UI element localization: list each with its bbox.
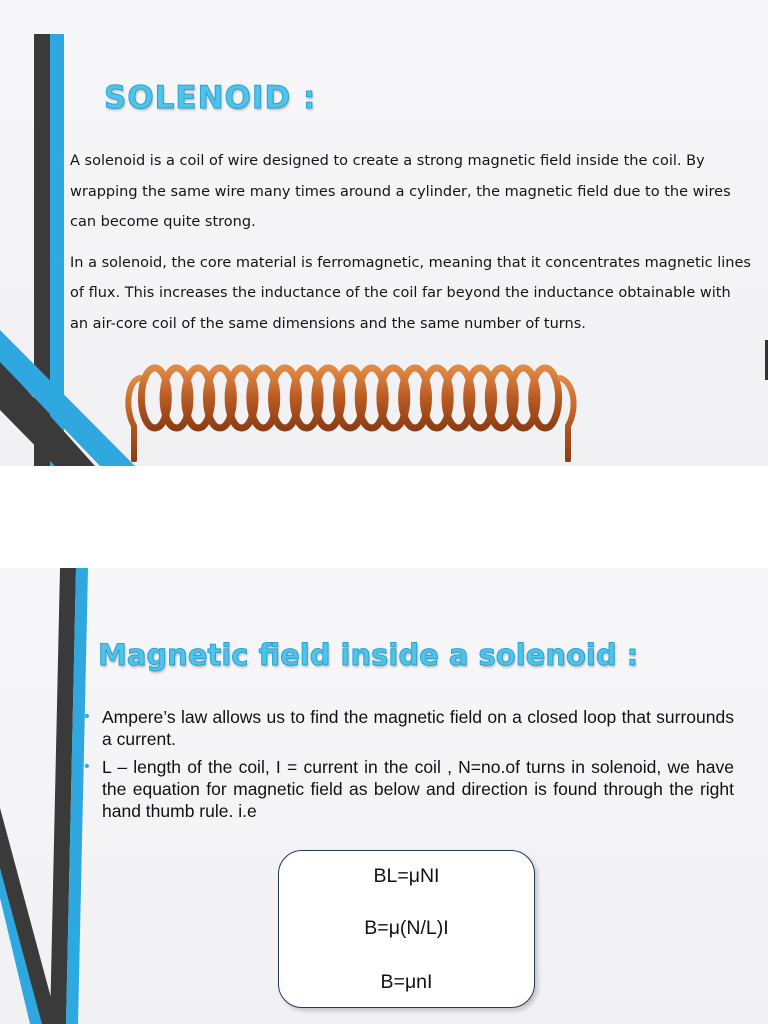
slide-title: SOLENOID : [104,80,317,116]
bullet-text: In a solenoid, the core material is ferromagnetic, meaning that it concentrates magnetic lines of flux. This increases the inductance of the coil far beyond the inductance obtainable with an air-core coil of the same dimensions and the same number of turns. [70,254,751,332]
bullet-text: A solenoid is a coil of wire designed to create a strong magnetic field inside the coil. By wrapping the same wire many times around a cylinder, the magnetic field due to the wires can become quite strong. [70,153,731,230]
equation: BL=μNI [373,865,440,887]
slide-magnetic-field [0,568,768,1024]
copper-coil-icon [120,338,590,462]
bullet-text: L – length of the coil, I = current in the coil , N=no.of turns in solenoid, we have the equation for magnetic field as below and direction is found through the right hand thumb rule. i.e [102,757,734,821]
equation: B=μnI [380,971,433,993]
list-item [84,706,734,750]
slide-title: Magnetic field inside a solenoid : [98,638,639,672]
slide-solenoid [0,0,768,466]
bullet-text: Ampere’s law allows us to find the magnetic field on a closed loop that surrounds a current. [102,707,734,749]
equation-box [278,850,535,1008]
bullet-list [84,706,734,828]
bullet-icon: • [84,758,90,775]
list-item [52,248,752,340]
bullet-list [52,146,752,349]
equation: B=μ(N/L)I [364,917,449,939]
bullet-icon: • [84,708,90,725]
list-item [84,756,734,822]
slide-gap [0,466,768,568]
list-item [52,146,752,238]
bullet-icon: • [52,153,61,169]
bullet-icon: • [52,254,61,271]
